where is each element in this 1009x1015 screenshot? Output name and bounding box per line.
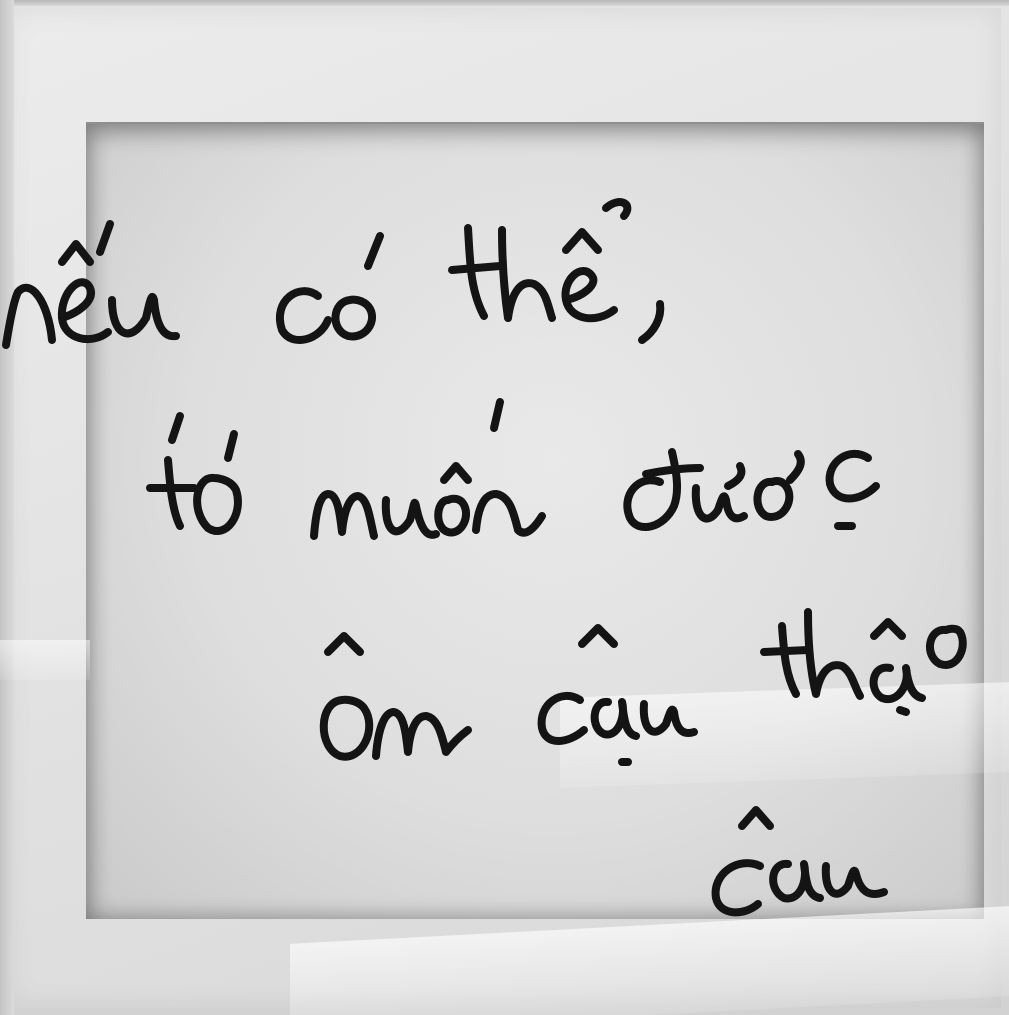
stroke-acute3 (172, 416, 180, 440)
stroke-e1 (62, 282, 108, 339)
stroke-circ1 (62, 244, 90, 262)
stroke-c1 (280, 291, 328, 340)
stroke-u5 (826, 866, 884, 894)
stroke-comma (642, 304, 660, 340)
stroke-n (6, 288, 52, 345)
stroke-dot-below-3 (900, 710, 906, 712)
stroke-m2 (376, 712, 468, 756)
stroke-circ7 (742, 810, 770, 826)
stroke-u4 (644, 704, 694, 733)
stroke-d1 (627, 452, 677, 527)
stroke-t3-cross (764, 650, 808, 652)
stroke-o1 (335, 300, 372, 337)
stroke-c2 (830, 454, 876, 499)
stroke-e2 (565, 271, 614, 318)
stroke-a3 (773, 864, 820, 899)
handwriting-line-1 (6, 202, 660, 345)
stroke-u1 (112, 297, 176, 336)
stroke-acute1 (100, 224, 110, 252)
stroke-circ4 (328, 636, 360, 652)
stroke-circ5 (582, 628, 614, 644)
stroke-acute2 (368, 236, 380, 266)
stroke-o3 (438, 499, 466, 533)
stroke-o2 (197, 478, 238, 531)
stroke-c3 (542, 696, 584, 741)
stroke-n2 (476, 494, 542, 533)
stroke-o6 (930, 629, 963, 665)
stroke-o4 (757, 481, 789, 517)
handwriting-line-3 (324, 612, 963, 762)
stroke-t1-cross (452, 266, 500, 270)
stroke-h2 (808, 612, 860, 696)
stroke-circ3 (444, 466, 468, 480)
handwriting-line-4 (716, 810, 884, 912)
stroke-horn1 (728, 466, 742, 486)
stroke-a2 (874, 668, 922, 700)
stroke-u2 (386, 500, 436, 535)
stroke-circ6 (874, 622, 902, 636)
stroke-hook (606, 202, 627, 216)
stroke-circ2 (566, 232, 598, 250)
stroke-u3 (696, 488, 744, 519)
stroke-h1 (502, 230, 552, 318)
stroke-horn2 (790, 454, 801, 480)
stroke-t3 (782, 626, 796, 694)
stroke-m1 (314, 494, 374, 536)
stroke-d1-bar (646, 468, 700, 474)
stroke-acute5 (494, 402, 500, 428)
stroke-c4 (716, 863, 760, 912)
stroke-a1 (595, 702, 636, 736)
stroke-t2 (168, 460, 180, 526)
stroke-o5 (324, 700, 370, 757)
stroke-acute4 (228, 434, 234, 458)
handwriting-line-2 (150, 402, 876, 536)
